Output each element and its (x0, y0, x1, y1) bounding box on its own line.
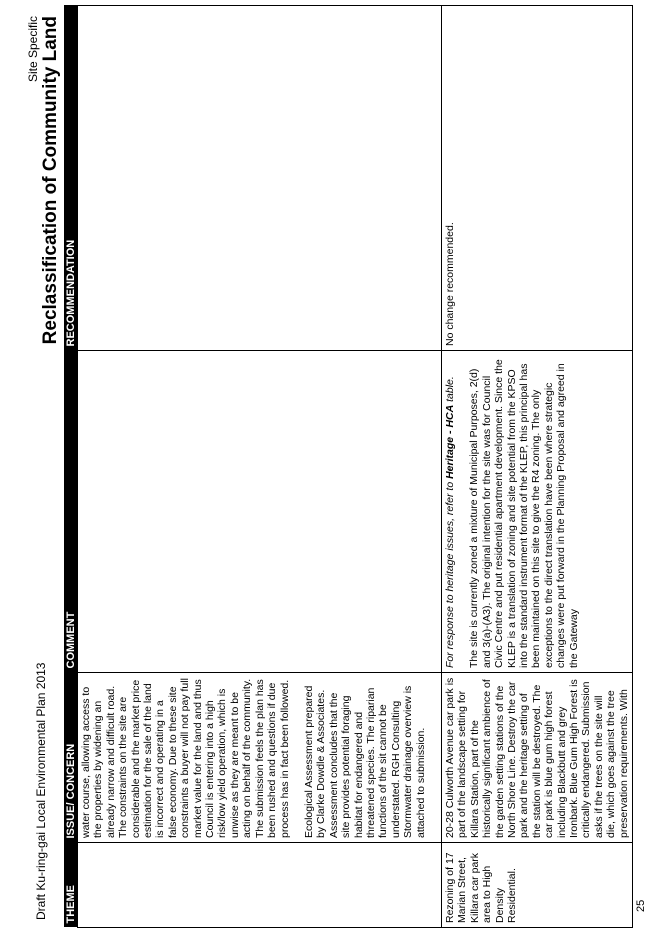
section-label: Site Specific (26, 16, 40, 83)
issue-cell (441, 673, 632, 843)
table-row (441, 6, 632, 928)
theme-cell: Rezoning of 17 Marian Street, Killara car park area to High Density Residential. (441, 843, 632, 928)
col-header-issue: ISSUE/ CONCERN (64, 673, 78, 843)
theme-cell (78, 843, 442, 928)
submissions-table (64, 6, 630, 928)
page-header (26, 16, 62, 344)
comment-paragraph: The site is currently zoned a mixture of Municipal Purposes, 2(d) and 3(a)-(A3). The original intention for the site was for Council Civic Centre and put residential apartment development. Since the KLEP is a translation of zoning and site potential from the KPSO into the standard instrument format of the KLEP, this principal has been maintained on this site to give the R4 zoning. The only exceptions to the direct translation have been where strategic changes were put forward in the Planning Proposal and agreed in the Gateway (468, 359, 580, 668)
comment-cell (441, 351, 632, 673)
table-row (78, 6, 442, 928)
comment-cell (78, 351, 442, 673)
col-header-comment: COMMENT (64, 351, 78, 673)
comment-ref-suffix: table. (443, 376, 456, 405)
col-header-recommendation: RECOMMENDATION (64, 6, 78, 351)
issue-paragraph: Ecological Assessment prepared by Clarke Dowdle & Associates. Assessment concludes that the site provides potential foraging habitat for endangered and threatened species. The riparian functions of the sit cannot be understated. RGH Consulting Stormwater drainage overview is attached to submission. (302, 685, 427, 838)
main-title: Reclassification of Community Land (40, 16, 61, 345)
comment-ref-link: Heritage - HCA (443, 404, 456, 479)
table-header-row (64, 6, 78, 928)
comment-ref-text: For response to heritage issues, refer to (443, 478, 456, 668)
recommendation-cell: No change recommended. (441, 6, 632, 351)
issue-paragraph: water course, allowing access to the properties by widening an already narrow and difficult road. The constraints on the site are considerable and the market price estimation for the sale of the land is incorrect and operating in a false economy. Due to these site constraints a buyer will not pay full market value for the land and thus Council is entering into a high risk/low yield operation, which is unwise as they are meant to be acting on behalf of the community. The submission feels the plan has been rushed and questions if due process has in fact been followed. (80, 678, 291, 838)
issue-paragraph: 20-28 Culworth Avenue car park is part of the landscape setting for Killara Station, part of the historically significant ambience of the garden setting stations of the North Shore Line. Destroy the car park and the heritage setting of the station will be destroyed. The car park is blue gum high forest including Blackbutt and grey Ironbark. Blue Gum High Forest is critically endangered. Submission asks if the trees on the site will die, which goes against the tree preservation requirements. With (443, 677, 630, 838)
col-header-theme: THEME (64, 843, 78, 928)
recommendation-cell (78, 6, 442, 351)
page-number: 25 (635, 899, 647, 912)
plan-title: Draft Ku-ring-gai Local Environmental Plan 2013 (34, 662, 48, 920)
comment-reference (444, 355, 456, 668)
issue-cell (78, 673, 442, 843)
